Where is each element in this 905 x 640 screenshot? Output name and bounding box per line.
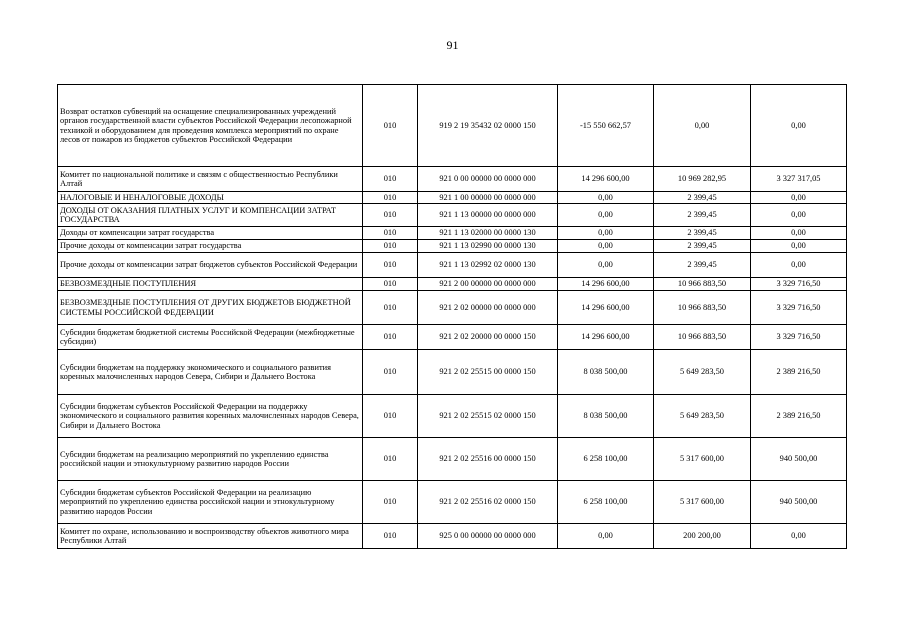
- cell-name: Возврат остатков субвенций на оснащение специализированных учреждений органов государственной власти субъектов Российской Федерации лесопожарной техникой и оборудованием для проведения комплекса мероприятий по охране лесов от пожаров из бюджетов субъектов Российской Федерации: [58, 85, 363, 167]
- cell-name: Субсидии бюджетам на поддержку экономического и социального развития коренных малочисленных народов Севера, Сибири и Дальнего Востока: [58, 350, 363, 395]
- cell-budget-code: 925 0 00 00000 00 0000 000: [418, 524, 558, 549]
- cell-budget-code: 921 2 02 00000 00 0000 000: [418, 291, 558, 325]
- cell-executed: 5 317 600,00: [654, 481, 751, 524]
- cell-approved: 14 296 600,00: [558, 278, 654, 291]
- cell-line-code: 010: [363, 227, 418, 240]
- cell-executed: 2 399,45: [654, 253, 751, 278]
- cell-budget-code: 921 2 02 25515 00 0000 150: [418, 350, 558, 395]
- cell-budget-code: 921 1 13 02990 00 0000 130: [418, 240, 558, 253]
- cell-budget-code: 921 2 02 25516 02 0000 150: [418, 481, 558, 524]
- cell-name: Доходы от компенсации затрат государства: [58, 227, 363, 240]
- cell-budget-code: 921 2 02 20000 00 0000 150: [418, 325, 558, 350]
- table-row: [58, 167, 847, 192]
- cell-unexecuted: 2 389 216,50: [751, 350, 847, 395]
- cell-line-code: 010: [363, 291, 418, 325]
- budget-table: [57, 84, 847, 549]
- cell-unexecuted: 0,00: [751, 192, 847, 204]
- cell-executed: 10 966 883,50: [654, 325, 751, 350]
- cell-executed: 0,00: [654, 85, 751, 167]
- cell-unexecuted: 2 389 216,50: [751, 395, 847, 438]
- cell-line-code: 010: [363, 395, 418, 438]
- cell-unexecuted: 0,00: [751, 227, 847, 240]
- cell-executed: 5 317 600,00: [654, 438, 751, 481]
- cell-line-code: 010: [363, 481, 418, 524]
- cell-executed: 2 399,45: [654, 204, 751, 227]
- cell-name: НАЛОГОВЫЕ И НЕНАЛОГОВЫЕ ДОХОДЫ: [58, 192, 363, 204]
- table-row: [58, 253, 847, 278]
- table-row: [58, 395, 847, 438]
- cell-line-code: 010: [363, 204, 418, 227]
- cell-unexecuted: 0,00: [751, 253, 847, 278]
- cell-budget-code: 921 2 02 25515 02 0000 150: [418, 395, 558, 438]
- cell-budget-code: 921 1 13 02000 00 0000 130: [418, 227, 558, 240]
- cell-approved: 8 038 500,00: [558, 350, 654, 395]
- cell-budget-code: 921 2 00 00000 00 0000 000: [418, 278, 558, 291]
- table-row: [58, 85, 847, 167]
- table-row: [58, 350, 847, 395]
- cell-name: Прочие доходы от компенсации затрат государства: [58, 240, 363, 253]
- cell-line-code: 010: [363, 350, 418, 395]
- cell-approved: 6 258 100,00: [558, 481, 654, 524]
- cell-executed: 2 399,45: [654, 227, 751, 240]
- cell-unexecuted: 940 500,00: [751, 481, 847, 524]
- cell-line-code: 010: [363, 278, 418, 291]
- table-row: [58, 227, 847, 240]
- cell-approved: 8 038 500,00: [558, 395, 654, 438]
- cell-approved: 0,00: [558, 524, 654, 549]
- cell-unexecuted: 3 329 716,50: [751, 278, 847, 291]
- cell-budget-code: 921 0 00 00000 00 0000 000: [418, 167, 558, 192]
- cell-approved: 0,00: [558, 253, 654, 278]
- table-row: [58, 204, 847, 227]
- table-row: [58, 192, 847, 204]
- cell-budget-code: 921 1 13 02992 02 0000 130: [418, 253, 558, 278]
- cell-approved: -15 550 662,57: [558, 85, 654, 167]
- cell-approved: 14 296 600,00: [558, 291, 654, 325]
- cell-budget-code: 921 2 02 25516 00 0000 150: [418, 438, 558, 481]
- cell-executed: 2 399,45: [654, 240, 751, 253]
- cell-line-code: 010: [363, 192, 418, 204]
- cell-name: Прочие доходы от компенсации затрат бюджетов субъектов Российской Федерации: [58, 253, 363, 278]
- table-body: [58, 85, 847, 549]
- cell-approved: 14 296 600,00: [558, 167, 654, 192]
- cell-name: Комитет по национальной политике и связям с общественностью Республики Алтай: [58, 167, 363, 192]
- cell-budget-code: 921 1 00 00000 00 0000 000: [418, 192, 558, 204]
- cell-line-code: 010: [363, 240, 418, 253]
- table-row: [58, 524, 847, 549]
- cell-unexecuted: 0,00: [751, 240, 847, 253]
- table-row: [58, 481, 847, 524]
- cell-approved: 6 258 100,00: [558, 438, 654, 481]
- cell-executed: 10 969 282,95: [654, 167, 751, 192]
- cell-unexecuted: 940 500,00: [751, 438, 847, 481]
- cell-name: Субсидии бюджетам субъектов Российской Федерации на поддержку экономического и социального развития коренных малочисленных народов Севера, Сибири и Дальнего Востока: [58, 395, 363, 438]
- cell-unexecuted: 3 327 317,05: [751, 167, 847, 192]
- cell-budget-code: 919 2 19 35432 02 0000 150: [418, 85, 558, 167]
- cell-unexecuted: 3 329 716,50: [751, 291, 847, 325]
- cell-executed: 200 200,00: [654, 524, 751, 549]
- cell-approved: 0,00: [558, 192, 654, 204]
- cell-name: БЕЗВОЗМЕЗДНЫЕ ПОСТУПЛЕНИЯ: [58, 278, 363, 291]
- table-row: [58, 240, 847, 253]
- cell-unexecuted: 0,00: [751, 85, 847, 167]
- cell-name: Субсидии бюджетам бюджетной системы Российской Федерации (межбюджетные субсидии): [58, 325, 363, 350]
- page-number: 91: [446, 38, 459, 52]
- cell-approved: 0,00: [558, 227, 654, 240]
- cell-executed: 10 966 883,50: [654, 291, 751, 325]
- cell-unexecuted: 0,00: [751, 524, 847, 549]
- cell-line-code: 010: [363, 438, 418, 481]
- cell-name: БЕЗВОЗМЕЗДНЫЕ ПОСТУПЛЕНИЯ ОТ ДРУГИХ БЮДЖЕТОВ БЮДЖЕТНОЙ СИСТЕМЫ РОССИЙСКОЙ ФЕДЕРАЦИИ: [58, 291, 363, 325]
- cell-executed: 5 649 283,50: [654, 350, 751, 395]
- cell-executed: 2 399,45: [654, 192, 751, 204]
- cell-name: Субсидии бюджетам на реализацию мероприятий по укреплению единства российской нации и этнокультурному развитию народов России: [58, 438, 363, 481]
- cell-executed: 10 966 883,50: [654, 278, 751, 291]
- cell-approved: 0,00: [558, 204, 654, 227]
- cell-unexecuted: 0,00: [751, 204, 847, 227]
- cell-unexecuted: 3 329 716,50: [751, 325, 847, 350]
- cell-executed: 5 649 283,50: [654, 395, 751, 438]
- cell-name: Субсидии бюджетам субъектов Российской Федерации на реализацию мероприятий по укреплению единства российской нации и этнокультурному развитию народов России: [58, 481, 363, 524]
- cell-name: ДОХОДЫ ОТ ОКАЗАНИЯ ПЛАТНЫХ УСЛУГ И КОМПЕНСАЦИИ ЗАТРАТ ГОСУДАРСТВА: [58, 204, 363, 227]
- cell-line-code: 010: [363, 85, 418, 167]
- cell-line-code: 010: [363, 167, 418, 192]
- cell-budget-code: 921 1 13 00000 00 0000 000: [418, 204, 558, 227]
- cell-approved: 0,00: [558, 240, 654, 253]
- cell-line-code: 010: [363, 253, 418, 278]
- cell-approved: 14 296 600,00: [558, 325, 654, 350]
- table-row: [58, 438, 847, 481]
- table-row: [58, 291, 847, 325]
- table-row: [58, 325, 847, 350]
- cell-name: Комитет по охране, использованию и воспроизводству объектов животного мира Республики Алтай: [58, 524, 363, 549]
- cell-line-code: 010: [363, 325, 418, 350]
- cell-line-code: 010: [363, 524, 418, 549]
- table-row: [58, 278, 847, 291]
